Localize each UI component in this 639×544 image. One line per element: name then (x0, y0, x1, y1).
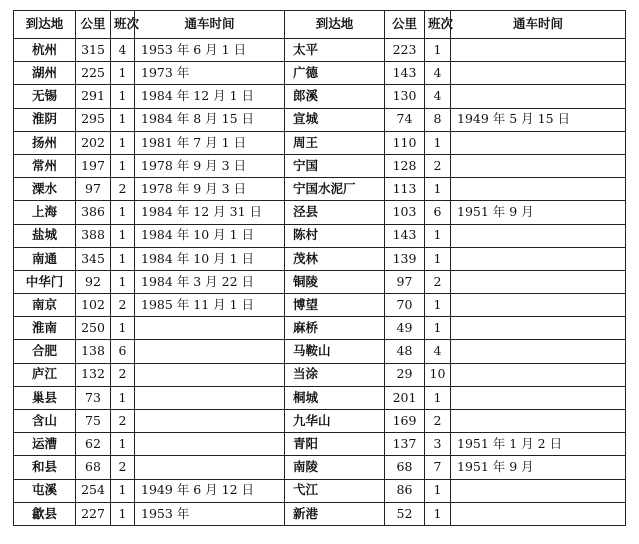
cell-km-right: 48 (385, 340, 425, 363)
cell-destination: 南通 (14, 247, 76, 270)
table-header-row (14, 11, 626, 39)
cell-destination: 歙县 (14, 502, 76, 525)
cell-km: 202 (76, 131, 111, 154)
header-destination-right: 到达地 (285, 11, 385, 39)
cell-frequency: 1 (111, 131, 135, 154)
cell-destination: 屯溪 (14, 479, 76, 502)
cell-frequency-right: 8 (425, 108, 451, 131)
cell-open-date: 1978 年 9 月 3 日 (135, 178, 285, 201)
cell-km: 62 (76, 433, 111, 456)
cell-km: 73 (76, 386, 111, 409)
cell-km: 97 (76, 178, 111, 201)
cell-km: 225 (76, 62, 111, 85)
cell-km: 295 (76, 108, 111, 131)
cell-km-right: 52 (385, 502, 425, 525)
cell-km-right: 103 (385, 201, 425, 224)
cell-km: 138 (76, 340, 111, 363)
cell-km-right: 113 (385, 178, 425, 201)
table-row (14, 317, 626, 340)
cell-frequency: 1 (111, 154, 135, 177)
cell-km-right: 201 (385, 386, 425, 409)
cell-frequency: 1 (111, 270, 135, 293)
cell-destination-right: 周王 (285, 131, 385, 154)
cell-km-right: 86 (385, 479, 425, 502)
cell-open-date-right (451, 317, 626, 340)
cell-km-right: 29 (385, 363, 425, 386)
cell-frequency-right: 1 (425, 502, 451, 525)
table-row (14, 224, 626, 247)
cell-open-date-right (451, 62, 626, 85)
cell-frequency: 6 (111, 340, 135, 363)
cell-destination-right: 泾县 (285, 201, 385, 224)
cell-open-date-right (451, 178, 626, 201)
cell-destination-right: 茂林 (285, 247, 385, 270)
cell-open-date: 1949 年 6 月 12 日 (135, 479, 285, 502)
cell-destination: 盐城 (14, 224, 76, 247)
header-frequency: 班次 (111, 11, 135, 39)
cell-open-date-right (451, 386, 626, 409)
cell-frequency: 1 (111, 62, 135, 85)
table-row (14, 502, 626, 525)
cell-km: 345 (76, 247, 111, 270)
cell-frequency: 1 (111, 502, 135, 525)
cell-destination-right: 铜陵 (285, 270, 385, 293)
cell-open-date: 1953 年 (135, 502, 285, 525)
cell-frequency-right: 1 (425, 247, 451, 270)
cell-open-date: 1981 年 7 月 1 日 (135, 131, 285, 154)
cell-open-date-right (451, 294, 626, 317)
cell-destination: 湖州 (14, 62, 76, 85)
cell-frequency-right: 2 (425, 154, 451, 177)
table-row (14, 131, 626, 154)
cell-km: 254 (76, 479, 111, 502)
cell-destination-right: 新港 (285, 502, 385, 525)
cell-km: 102 (76, 294, 111, 317)
cell-frequency-right: 1 (425, 131, 451, 154)
cell-frequency: 1 (111, 201, 135, 224)
cell-destination-right: 博望 (285, 294, 385, 317)
cell-frequency: 1 (111, 433, 135, 456)
cell-destination-right: 广德 (285, 62, 385, 85)
cell-frequency: 2 (111, 456, 135, 479)
cell-open-date-right (451, 224, 626, 247)
cell-frequency: 2 (111, 363, 135, 386)
header-open-date-right: 通车时间 (451, 11, 626, 39)
cell-km-right: 130 (385, 85, 425, 108)
cell-destination-right: 陈村 (285, 224, 385, 247)
cell-open-date-right (451, 131, 626, 154)
cell-open-date (135, 386, 285, 409)
table-row (14, 201, 626, 224)
cell-open-date-right: 1951 年 9 月 (451, 201, 626, 224)
table-row (14, 270, 626, 293)
cell-frequency: 2 (111, 178, 135, 201)
cell-km-right: 68 (385, 456, 425, 479)
cell-km: 68 (76, 456, 111, 479)
header-open-date: 通车时间 (135, 11, 285, 39)
cell-open-date: 1984 年 10 月 1 日 (135, 247, 285, 270)
cell-open-date (135, 340, 285, 363)
table-row (14, 85, 626, 108)
cell-open-date: 1985 年 11 月 1 日 (135, 294, 285, 317)
cell-km-right: 139 (385, 247, 425, 270)
cell-km-right: 223 (385, 39, 425, 62)
cell-km: 388 (76, 224, 111, 247)
cell-destination: 溧水 (14, 178, 76, 201)
cell-frequency: 1 (111, 108, 135, 131)
cell-destination-right: 宁国水泥厂 (285, 178, 385, 201)
bus-route-table (13, 10, 626, 526)
cell-frequency-right: 1 (425, 317, 451, 340)
cell-destination: 合肥 (14, 340, 76, 363)
cell-frequency-right: 1 (425, 479, 451, 502)
cell-frequency-right: 1 (425, 386, 451, 409)
cell-km: 197 (76, 154, 111, 177)
cell-open-date: 1984 年 3 月 22 日 (135, 270, 285, 293)
cell-open-date: 1978 年 9 月 3 日 (135, 154, 285, 177)
cell-open-date (135, 317, 285, 340)
cell-destination: 上海 (14, 201, 76, 224)
cell-frequency-right: 7 (425, 456, 451, 479)
cell-open-date: 1984 年 12 月 31 日 (135, 201, 285, 224)
cell-frequency: 4 (111, 39, 135, 62)
cell-open-date-right (451, 340, 626, 363)
cell-frequency-right: 2 (425, 410, 451, 433)
table-row (14, 410, 626, 433)
cell-destination: 淮南 (14, 317, 76, 340)
table-row (14, 62, 626, 85)
cell-frequency: 2 (111, 410, 135, 433)
cell-frequency: 2 (111, 294, 135, 317)
cell-open-date-right (451, 502, 626, 525)
cell-km-right: 97 (385, 270, 425, 293)
cell-frequency-right: 3 (425, 433, 451, 456)
cell-destination-right: 宁国 (285, 154, 385, 177)
cell-open-date (135, 433, 285, 456)
cell-open-date-right (451, 39, 626, 62)
cell-destination-right: 当涂 (285, 363, 385, 386)
header-destination: 到达地 (14, 11, 76, 39)
cell-km-right: 74 (385, 108, 425, 131)
cell-km-right: 128 (385, 154, 425, 177)
cell-km-right: 143 (385, 224, 425, 247)
table-row (14, 340, 626, 363)
cell-km-right: 137 (385, 433, 425, 456)
cell-open-date: 1984 年 10 月 1 日 (135, 224, 285, 247)
cell-open-date-right (451, 270, 626, 293)
header-frequency-right: 班次 (425, 11, 451, 39)
cell-frequency: 1 (111, 317, 135, 340)
table-row (14, 386, 626, 409)
cell-km: 315 (76, 39, 111, 62)
cell-open-date-right (451, 247, 626, 270)
cell-frequency-right: 4 (425, 340, 451, 363)
cell-destination-right: 青阳 (285, 433, 385, 456)
table-row (14, 108, 626, 131)
cell-km-right: 70 (385, 294, 425, 317)
table-row (14, 479, 626, 502)
cell-destination-right: 桐城 (285, 386, 385, 409)
cell-destination: 常州 (14, 154, 76, 177)
cell-frequency-right: 6 (425, 201, 451, 224)
cell-destination: 庐江 (14, 363, 76, 386)
cell-destination-right: 郎溪 (285, 85, 385, 108)
cell-open-date (135, 410, 285, 433)
cell-frequency: 1 (111, 479, 135, 502)
cell-km-right: 169 (385, 410, 425, 433)
table-row (14, 456, 626, 479)
cell-frequency-right: 4 (425, 85, 451, 108)
cell-frequency-right: 1 (425, 294, 451, 317)
cell-frequency-right: 1 (425, 178, 451, 201)
cell-destination-right: 宣城 (285, 108, 385, 131)
cell-open-date-right: 1949 年 5 月 15 日 (451, 108, 626, 131)
cell-destination: 巢县 (14, 386, 76, 409)
cell-destination-right: 太平 (285, 39, 385, 62)
header-km-right: 公里 (385, 11, 425, 39)
cell-open-date-right (451, 363, 626, 386)
table-row (14, 294, 626, 317)
cell-km: 386 (76, 201, 111, 224)
cell-open-date (135, 363, 285, 386)
table-row (14, 154, 626, 177)
cell-destination-right: 九华山 (285, 410, 385, 433)
cell-km: 227 (76, 502, 111, 525)
cell-destination: 含山 (14, 410, 76, 433)
cell-frequency-right: 1 (425, 39, 451, 62)
table-row (14, 247, 626, 270)
cell-open-date-right (451, 479, 626, 502)
cell-open-date: 1973 年 (135, 62, 285, 85)
table-row (14, 39, 626, 62)
cell-km: 132 (76, 363, 111, 386)
cell-frequency-right: 2 (425, 270, 451, 293)
cell-open-date (135, 456, 285, 479)
cell-open-date-right (451, 410, 626, 433)
cell-km: 92 (76, 270, 111, 293)
cell-km-right: 143 (385, 62, 425, 85)
cell-frequency-right: 1 (425, 224, 451, 247)
cell-open-date-right: 1951 年 9 月 (451, 456, 626, 479)
table-row (14, 178, 626, 201)
cell-open-date-right: 1951 年 1 月 2 日 (451, 433, 626, 456)
cell-destination: 淮阴 (14, 108, 76, 131)
table-row (14, 363, 626, 386)
cell-frequency: 1 (111, 247, 135, 270)
cell-km-right: 49 (385, 317, 425, 340)
cell-frequency: 1 (111, 224, 135, 247)
cell-destination: 中华门 (14, 270, 76, 293)
cell-km: 75 (76, 410, 111, 433)
cell-frequency-right: 4 (425, 62, 451, 85)
cell-frequency-right: 10 (425, 363, 451, 386)
header-km: 公里 (76, 11, 111, 39)
cell-open-date-right (451, 85, 626, 108)
cell-destination-right: 麻桥 (285, 317, 385, 340)
cell-destination-right: 马鞍山 (285, 340, 385, 363)
cell-destination-right: 南陵 (285, 456, 385, 479)
cell-open-date-right (451, 154, 626, 177)
cell-km-right: 110 (385, 131, 425, 154)
cell-destination: 杭州 (14, 39, 76, 62)
table-body (14, 39, 626, 526)
cell-open-date: 1984 年 12 月 1 日 (135, 85, 285, 108)
cell-destination: 南京 (14, 294, 76, 317)
cell-destination: 运漕 (14, 433, 76, 456)
cell-frequency: 1 (111, 85, 135, 108)
cell-open-date: 1953 年 6 月 1 日 (135, 39, 285, 62)
cell-destination: 和县 (14, 456, 76, 479)
table-row (14, 433, 626, 456)
cell-km: 291 (76, 85, 111, 108)
cell-km: 250 (76, 317, 111, 340)
cell-destination-right: 弋江 (285, 479, 385, 502)
cell-destination: 扬州 (14, 131, 76, 154)
cell-destination: 无锡 (14, 85, 76, 108)
cell-open-date: 1984 年 8 月 15 日 (135, 108, 285, 131)
cell-frequency: 1 (111, 386, 135, 409)
